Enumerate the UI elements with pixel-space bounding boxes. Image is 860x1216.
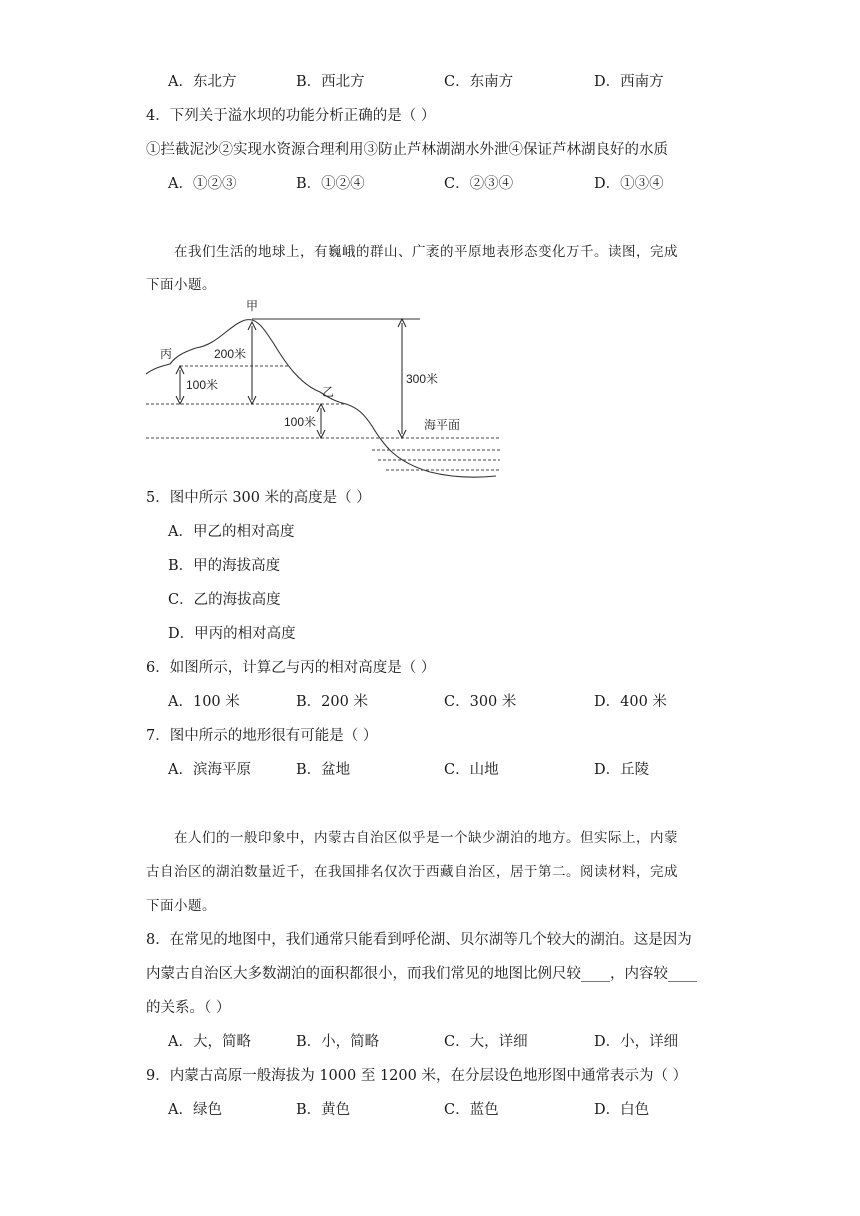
q7-option-d: D．丘陵 xyxy=(594,762,650,778)
label-100-left: 100米 xyxy=(186,378,219,392)
terrain-profile-diagram xyxy=(140,296,510,490)
passage2-line1: 在人们的一般印象中，内蒙古自治区似乎是一个缺少湖泊的地方。但实际上，内蒙 xyxy=(174,830,678,846)
q8-line3: 的关系。（ ） xyxy=(146,1000,231,1016)
q8-option-a: A．大，简略 xyxy=(168,1034,251,1050)
passage2-line2: 古自治区的湖泊数量近千，在我国排名仅次于西藏自治区，居于第二。阅读材料，完成 xyxy=(146,864,678,880)
q8-line2: 内蒙古自治区大多数湖泊的面积都很小，而我们常见的地图比例尺较____，内容较____ xyxy=(146,966,697,982)
q6-option-c: C．300 米 xyxy=(444,694,517,710)
label-sea-level: 海平面 xyxy=(424,418,461,432)
label-200: 200米 xyxy=(214,347,247,361)
q9-option-d: D．白色 xyxy=(594,1102,650,1118)
q4-option-a: A．①②③ xyxy=(168,176,237,192)
passage1-line2: 下面小题。 xyxy=(146,277,216,293)
q9-option-a: A．绿色 xyxy=(168,1102,222,1118)
q4-items: ①拦截泥沙②实现水资源合理利用③防止芦林湖湖水外泄④保证芦林湖良好的水质 xyxy=(146,142,668,158)
q5-option-a: A．甲乙的相对高度 xyxy=(168,524,295,540)
q8-option-c: C．大，详细 xyxy=(444,1034,528,1050)
q8-option-d: D．小，详细 xyxy=(594,1034,679,1050)
q3-option-c: C．东南方 xyxy=(444,74,514,90)
q6-option-b: B．200 米 xyxy=(296,694,368,710)
q9-option-b: B．黄色 xyxy=(296,1102,351,1118)
q6-stem: 6．如图所示，计算乙与丙的相对高度是（ ） xyxy=(146,660,436,676)
q8-option-b: B．小，简略 xyxy=(296,1034,380,1050)
q7-option-a: A．滨海平原 xyxy=(168,762,251,778)
q5-option-d: D．甲丙的相对高度 xyxy=(168,626,296,642)
q5-stem: 5．图中所示 300 米的高度是（ ） xyxy=(146,490,371,506)
label-bing: 丙 xyxy=(160,347,173,361)
q5-option-c: C．乙的海拔高度 xyxy=(168,592,281,608)
q9-stem: 9．内蒙古高原一般海拔为 1000 至 1200 米，在分层设色地形图中通常表示为（ ） xyxy=(146,1068,688,1084)
q4-option-d: D．①③④ xyxy=(594,176,664,192)
q5-option-b: B．甲的海拔高度 xyxy=(168,558,281,574)
q7-option-c: C．山地 xyxy=(444,762,499,778)
q7-stem: 7．图中所示的地形很有可能是（ ） xyxy=(146,728,378,744)
label-100-right: 100米 xyxy=(284,415,317,429)
q8-line1: 8．在常见的地图中，我们通常只能看到呼伦湖、贝尔湖等几个较大的湖泊。这是因为 xyxy=(146,932,692,948)
q7-option-b: B．盆地 xyxy=(296,762,351,778)
q3-option-b: B．西北方 xyxy=(296,74,365,90)
q3-option-a: A．东北方 xyxy=(168,74,237,90)
q6-option-a: A．100 米 xyxy=(168,694,240,710)
passage2-line3: 下面小题。 xyxy=(146,898,216,914)
terrain-curve xyxy=(146,320,496,478)
q4-stem: 4．下列关于溢水坝的功能分析正确的是（ ） xyxy=(146,108,436,124)
passage1-line1: 在我们生活的地球上，有巍峨的群山、广袤的平原地表形态变化万千。读图，完成 xyxy=(174,244,678,260)
q4-option-c: C．②③④ xyxy=(444,176,514,192)
label-300: 300米 xyxy=(406,372,439,386)
q4-option-b: B．①②④ xyxy=(296,176,365,192)
q9-option-c: C．蓝色 xyxy=(444,1102,499,1118)
q3-option-d: D．西南方 xyxy=(594,74,664,90)
q6-option-d: D．400 米 xyxy=(594,694,667,710)
label-yi: 乙 xyxy=(322,385,335,399)
label-jia: 甲 xyxy=(246,299,259,313)
